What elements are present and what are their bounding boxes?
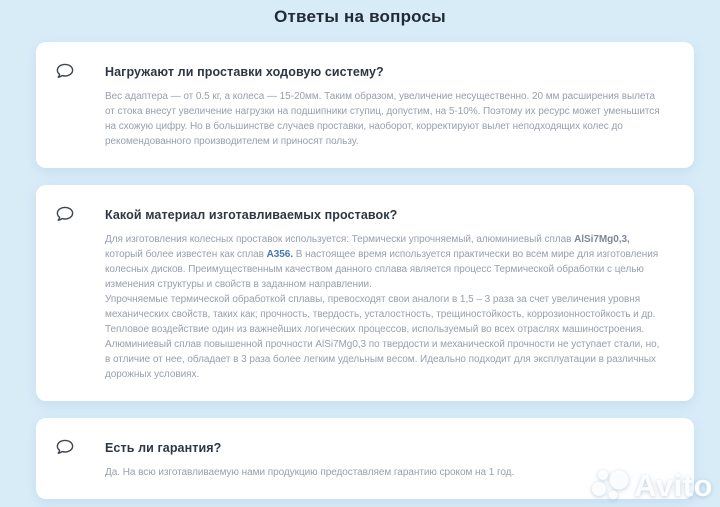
- answer-text: Да. На всю изготавливаемую нами продукцию предоставляем гарантию сроком на 1 год.: [105, 467, 515, 478]
- faq-question: Нагружают ли проставки ходовую систему?: [105, 65, 384, 79]
- avito-watermark-text: Avito: [634, 467, 713, 503]
- answer-text: Упрочняемые термической обработкой сплавы, превосходят свои аналоги в 1,5 – 3 раза за счет увеличения уровня механических свойств, таких как; прочность, твердость, усталостность, трещиностойкость, коррозионностойкость и др.: [105, 294, 656, 320]
- page-title: Ответы на вопросы: [274, 7, 446, 26]
- faq-card: [36, 42, 694, 168]
- answer-text: В настоящее время используется практически во всем мире для изготовления колесных дисков. Преимущественным качеством данного сплава является процесс Термической обработки с целью изменения структуры и свойств в заданном направлении.: [105, 249, 659, 290]
- answer-text: Тепловое воздействие один из важнейших логических процессов, используемый во всех отраслях машиностроения.: [105, 324, 645, 335]
- faq-answer-paragraph: [105, 292, 660, 322]
- answer-text: Алюминиевый сплав повышенной прочности AlSi7Mg0,3 по твердости и механической прочности не уступает стали, но, в отличие от нее, обладает в 3 раза более легким удельным весом. Идеально подходит для эксплуатации в различных дорожных условиях.: [105, 339, 660, 380]
- speech-bubble-icon: [56, 63, 74, 80]
- faq-answer-paragraph: [105, 322, 660, 337]
- faq-answer-paragraph: [105, 337, 660, 382]
- faq-answer-paragraph: [105, 89, 660, 149]
- faq-card: [36, 418, 694, 499]
- faq-question: Какой материал изготавливаемых проставок?: [105, 208, 398, 222]
- speech-bubble-icon: [56, 439, 74, 456]
- answer-text: Вес адаптера — от 0.5 кг, а колеса — 15-20мм. Таким образом, увеличение несущественно. 20 мм расширения вылета от стока внесут увеличение нагрузки на подшипники ступиц, допустим, на 5-10%. Поэтому их ресурс может уменьшится на схожую цифру. Но в большинстве случаев проставки, наоборот, корректируют вылет неподходящих колес до рекомендованного производителем и приносят пользу.: [105, 91, 660, 147]
- faq-answer: [105, 232, 660, 382]
- speech-bubble-icon: [56, 206, 74, 223]
- answer-text: который более известен как сплав: [105, 249, 267, 260]
- faq-answer: [105, 465, 660, 480]
- faq-question: Есть ли гарантия?: [105, 441, 222, 455]
- faq-answer: [105, 89, 660, 149]
- faq-answer-paragraph: [105, 465, 660, 480]
- alloy-name-bold: AlSi7Mg0,3,: [574, 234, 630, 245]
- answer-text: Для изготовления колесных проставок используется: Термически упрочняемый, алюминиевый сплав: [105, 234, 575, 245]
- alloy-a356-link[interactable]: A356.: [266, 249, 294, 260]
- faq-list: [36, 42, 694, 499]
- faq-card: [36, 185, 694, 401]
- faq-answer-paragraph: [105, 232, 660, 292]
